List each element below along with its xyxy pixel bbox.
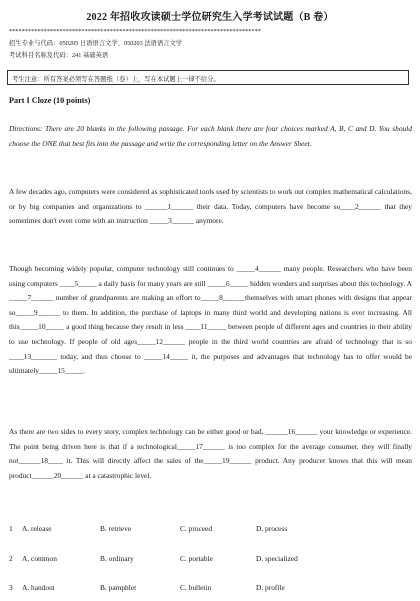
option-b: B. ordinary xyxy=(100,554,134,563)
candidate-notice-text: 考生注意：所有答案必须写在答题纸（卷）上，写在本试题上一律不给分。 xyxy=(12,76,220,83)
exam-title: 2022 年招收攻读硕士学位研究生入学考试试题（B 卷） xyxy=(86,12,334,23)
option-row-2 xyxy=(9,554,412,567)
candidate-notice-box xyxy=(7,70,409,85)
directions-paragraph: Directions: There are 20 blanks in the following passage. For each blank there are four choices marked A, B, C and D. You should choose the ONE that best fits into the passage and write the corresponding letter on the Answer Sheet. xyxy=(9,124,412,148)
option-a: A. common xyxy=(22,554,57,563)
major-and-code: 招生专业与代码：050205 日语语言文学、050203 法语语言文学 xyxy=(9,40,183,47)
part-title: Part I Cloze (10 points) xyxy=(9,96,91,105)
passage-paragraph-3: As there are two sides to every story, complex technology can be either good or bad, ______16______ your knowledge or experience. The point being driven here is that if a technological_____17______ is too complex for the average consumer, they will finally not______18____ it. This will directly affect the sales of the_____19______ product. Any producer knows that this will mean product______20______ at a catastrophic level. xyxy=(9,427,412,480)
question-number: 2 xyxy=(9,554,13,563)
subject-and-code: 考试科目名称及代码：241 基础英语 xyxy=(9,52,109,59)
passage-paragraph-2: Though becoming widely popular, computer technology still continues to _____4______ many people. Researchers who have been using computers ____5_____ a daily basis for many years are still _____6_____ hidden wonders and surprises about this technology. A _____7______ number of grandparents are making an effort to_____8______themselves with smart phones with designs that appear so_____9______ to them. In addition, the purchase of laptops in many third world and developing nations is ever increasing. All this_____10_____ a good thing because they result in less ____11_____ between people of different ages and countries in their ability to use technology. If people of old ages_____12______ people in the third world countries are afraid of technology that is so ____13_______ today, and thus choose to _____14_____ it, the purposes and advantages that technology has to offer would be ultimately_____15_____. xyxy=(9,264,412,376)
option-a: A. release xyxy=(22,524,52,533)
option-b: B. pamphlet xyxy=(100,583,137,592)
separator-line: ******************************************************************************** xyxy=(9,28,261,35)
option-b: B. retrieve xyxy=(100,524,132,533)
passage-paragraph-1: A few decades ago, computers were considered as sophisticated tools used by scientists to work out complex mathematical calculations, or by big companies and organizations to ______1______ their data. Today, computers have become so____2______ that they sometimes don't even come with an instruction _____3______ anymore. xyxy=(9,187,412,226)
option-c: C. bulletin xyxy=(180,583,212,592)
question-number: 1 xyxy=(9,524,13,533)
option-d: D. profile xyxy=(256,583,285,592)
question-number: 3 xyxy=(9,583,13,592)
option-d: D. process xyxy=(256,524,288,533)
option-a: A. handout xyxy=(22,583,55,592)
option-c: C. portable xyxy=(180,554,213,563)
option-row-1 xyxy=(9,524,412,537)
option-row-3 xyxy=(9,583,412,596)
option-c: C. proceed xyxy=(180,524,213,533)
option-d: D. specialized xyxy=(256,554,298,563)
